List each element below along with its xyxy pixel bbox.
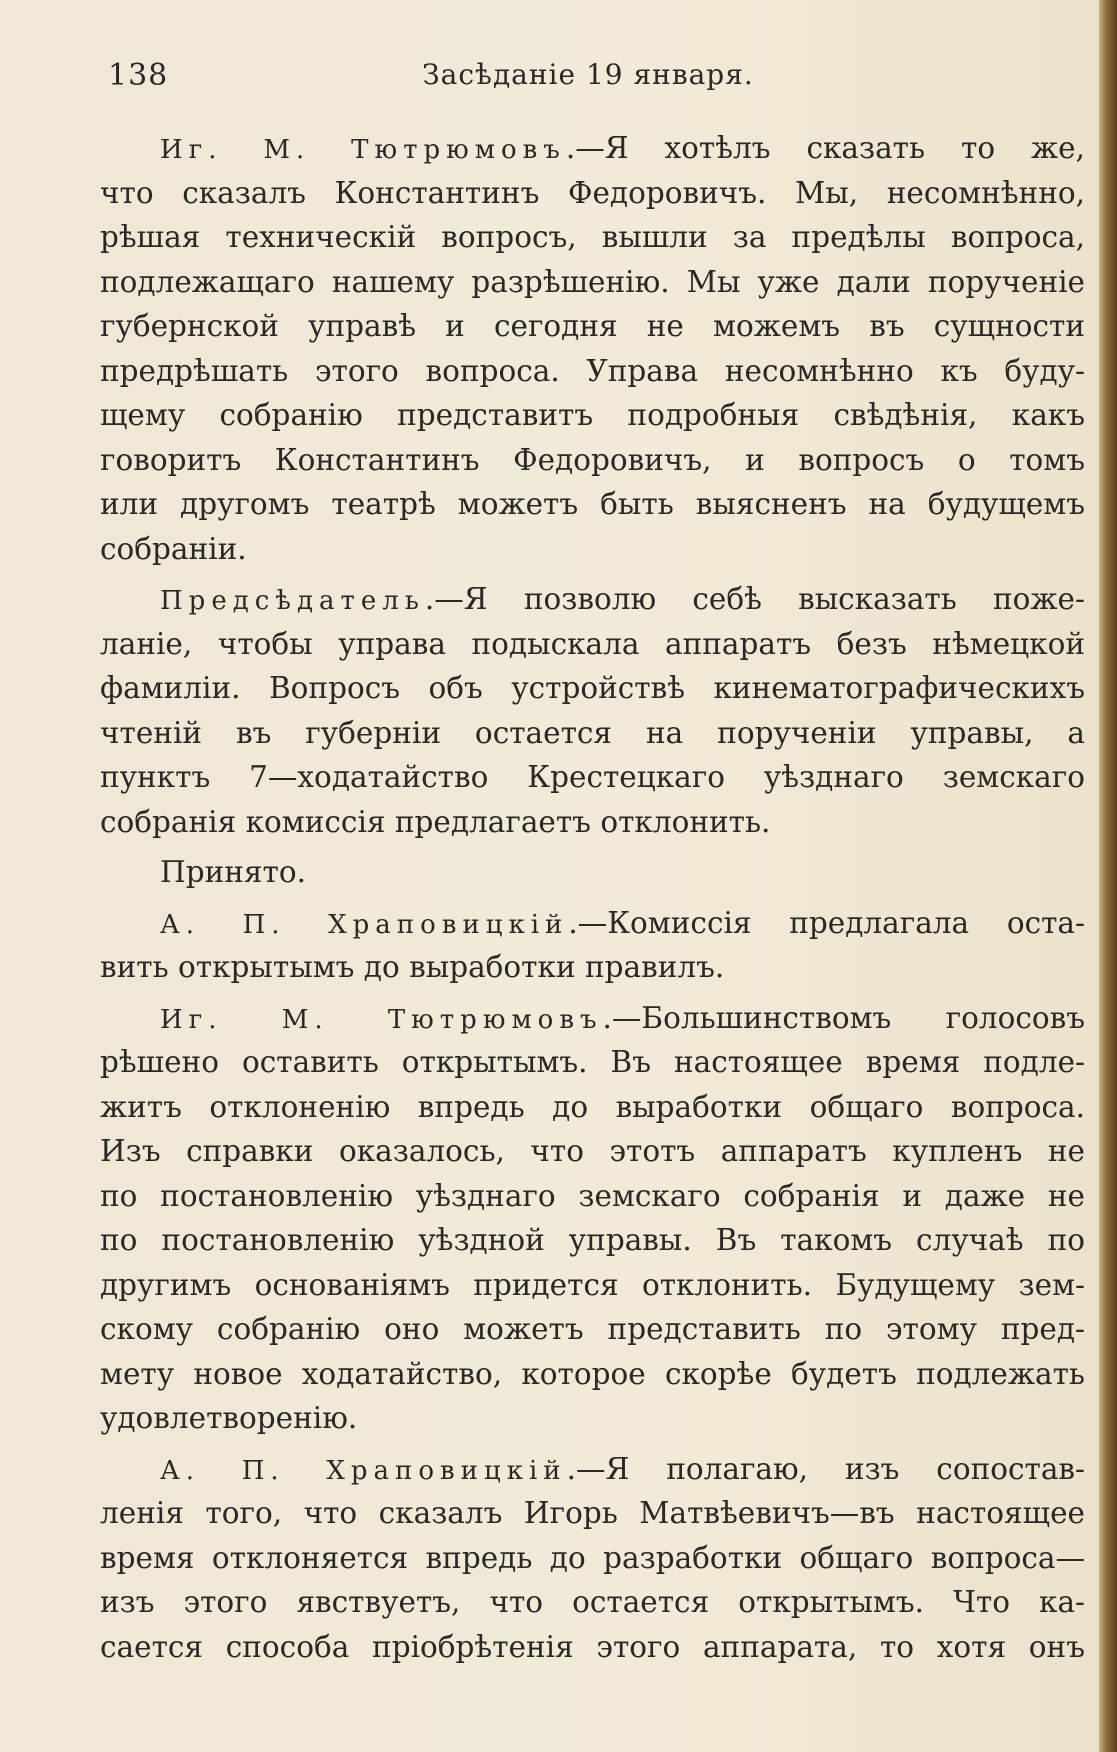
text-line: чтеній въ губерніи остается на порученіи управы, а	[100, 715, 1085, 750]
paragraph	[100, 850, 1085, 895]
text-line: сается способа пріобрѣтенія этого аппарата, то хотя онъ	[100, 1629, 1085, 1664]
text-line: губернской управѣ и сегодня не можемъ въ сущности	[100, 309, 1085, 343]
speaker-name: Иг. М. Тютрюмовъ	[160, 135, 566, 165]
paragraph	[100, 996, 1085, 1441]
text-line: житъ отклоненію впредь до выработки общаго вопроса.	[100, 1089, 1085, 1124]
speaker-name: Предсѣдатель	[160, 586, 425, 616]
text-line: что сказалъ Константинъ Федоровичъ. Мы, несомнѣнно,	[100, 175, 1085, 210]
speaker-name: А. П. Храповицкій	[160, 909, 569, 940]
text-line: предрѣшать этого вопроса. Управа несомнѣнно къ буду-	[100, 353, 1085, 388]
text-line: А. П. Храповицкій.—Я полагаю, изъ сопостав-	[160, 1451, 1086, 1486]
text-line: Изъ справки оказалось, что этотъ аппаратъ купленъ не	[100, 1134, 1085, 1168]
page-number: 138	[108, 58, 169, 93]
text-line: А. П. Храповицкій.—Комиссія предлагала оста-	[160, 905, 1085, 940]
text-line: удовлетворенію.	[100, 1401, 358, 1435]
text-line: по постановленію уѣздной управы. Въ такомъ случаѣ по	[100, 1223, 1085, 1257]
paragraph	[100, 901, 1085, 990]
text-line: по постановленію уѣзднаго земскаго собранія и даже не	[100, 1178, 1085, 1213]
paragraph	[100, 1447, 1085, 1670]
text-line: ланіе, чтобы управа подыскала аппаратъ безъ нѣмецкой	[100, 626, 1085, 661]
paragraph	[100, 577, 1085, 844]
text-line: говоритъ Константинъ Федоровичъ, и вопросъ о томъ	[100, 442, 1085, 477]
text-line: время отклоняется впредь до разработки общаго вопроса—	[100, 1540, 1085, 1575]
text-line: ленія того, что сказалъ Игорь Матвѣевичъ—въ настоящее	[100, 1496, 1085, 1530]
text-line: Иг. М. Тютрюмовъ.—Я хотѣлъ сказать то же,	[160, 131, 1085, 165]
text-line: Иг. М. Тютрюмовъ.—Большинствомъ голосовъ	[160, 1000, 1085, 1035]
text-line: Принято.	[160, 855, 307, 889]
text-line: изъ этого явствуетъ, что остается открытымъ. Что ка-	[100, 1585, 1085, 1619]
text-line: скому собранію оно можетъ представить по этому пред-	[100, 1312, 1085, 1346]
text-line: щему собранію представитъ подробныя свѣдѣнія, какъ	[100, 398, 1085, 432]
text-line: другимъ основаніямъ придется отклонить. Будущему зем-	[100, 1267, 1085, 1302]
text-line: Предсѣдатель.—Я позволю себѣ высказать поже-	[160, 582, 1085, 616]
running-title: Засѣданіе 19 января.	[422, 58, 754, 91]
text-line: пунктъ 7—ходатайство Крестецкаго уѣзднаго земскаго	[100, 760, 1085, 794]
page-header	[108, 58, 1068, 98]
text-line: рѣшая техническій вопросъ, вышли за предѣлы вопроса,	[100, 220, 1085, 254]
text-line: фамиліи. Вопросъ объ устройствѣ кинематографическихъ	[100, 671, 1085, 705]
paragraph	[100, 126, 1085, 571]
text-line: подлежащаго нашему разрѣшенію. Мы уже дали порученіе	[100, 264, 1085, 299]
text-line: собранія комиссія предлагаетъ отклонить.	[100, 804, 771, 839]
text-line: собраніи.	[100, 531, 247, 566]
text-line: или другомъ театрѣ можетъ быть выясненъ на будущемъ	[100, 487, 1085, 521]
text-line: вить открытымъ до выработки правилъ.	[100, 950, 725, 984]
text-line: рѣшено оставить открытымъ. Въ настоящее время подле-	[100, 1045, 1085, 1079]
speaker-name: А. П. Храповицкій	[160, 1455, 567, 1486]
text-line: мету новое ходатайство, которое скорѣе будетъ подлежать	[100, 1356, 1085, 1391]
speaker-name: Иг. М. Тютрюмовъ	[160, 1004, 603, 1035]
body-text	[100, 126, 1085, 1669]
page-edge	[1099, 0, 1117, 1752]
